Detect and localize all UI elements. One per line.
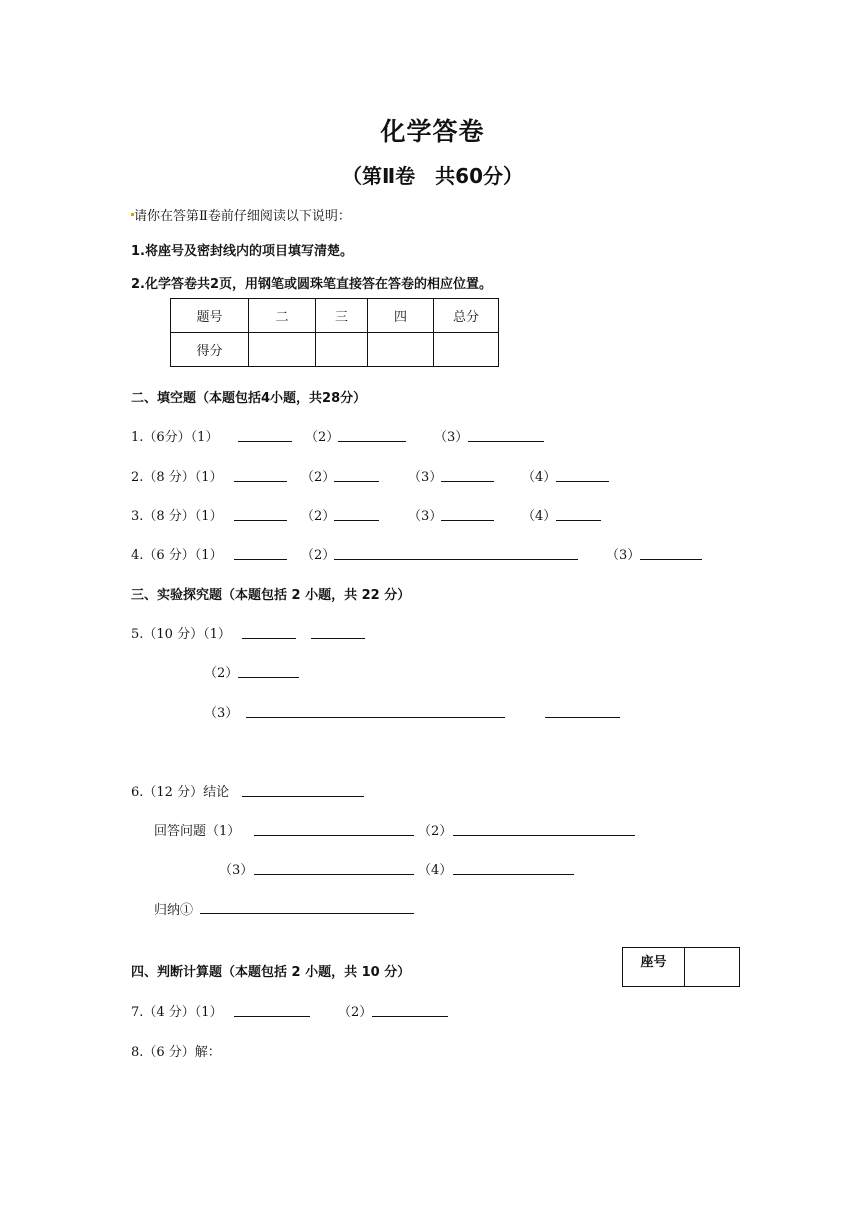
page-subtitle: （第Ⅱ卷 共60分） xyxy=(341,164,523,188)
q6-summary-label: 归纳① xyxy=(154,903,194,918)
seat-number-field[interactable] xyxy=(685,948,741,986)
q6-conclusion-blank[interactable] xyxy=(242,796,364,797)
instruction-item-2: 2.化学答卷共2页，用钢笔或圆珠笔直接答在答卷的相应位置。 xyxy=(131,277,493,292)
q5-blank-3a[interactable] xyxy=(246,717,505,718)
q8-lead: 8.（6 分）解： xyxy=(131,1045,221,1060)
q6-answer-label: 回答问题（1） xyxy=(154,824,241,839)
score-table xyxy=(170,298,499,367)
q6-part2-label: （2） xyxy=(418,824,453,839)
q4-blank-2[interactable] xyxy=(334,559,578,560)
score-cell[interactable] xyxy=(316,333,368,367)
q3-part4-label: （4） xyxy=(522,509,557,524)
q3-part3-label: （3） xyxy=(408,509,443,524)
score-cell[interactable] xyxy=(368,333,434,367)
q3-blank-1[interactable] xyxy=(234,520,287,521)
q1-blank-2[interactable] xyxy=(338,441,406,442)
q2-blank-3[interactable] xyxy=(441,481,494,482)
q6-blank-3[interactable] xyxy=(254,874,414,875)
score-table-header: 四 xyxy=(368,299,434,333)
q3-blank-2[interactable] xyxy=(334,520,379,521)
q5-part2-label: （2） xyxy=(204,666,239,681)
section4-heading: 四、判断计算题（本题包括 2 小题，共 10 分） xyxy=(131,965,411,980)
q6-lead: 6.（12 分）结论 xyxy=(131,785,230,800)
q5-lead: 5.（10 分）（1） xyxy=(131,627,231,642)
q1-blank-3[interactable] xyxy=(468,441,544,442)
score-cell[interactable] xyxy=(249,333,316,367)
q1-blank-1[interactable] xyxy=(238,441,292,442)
q6-part4-label: （4） xyxy=(418,863,453,878)
q3-blank-3[interactable] xyxy=(441,520,494,521)
q5-blank-3b[interactable] xyxy=(545,717,620,718)
score-table-header: 三 xyxy=(316,299,368,333)
q5-blank-2[interactable] xyxy=(238,677,299,678)
q7-blank-2[interactable] xyxy=(372,1016,448,1017)
q4-blank-3[interactable] xyxy=(640,559,702,560)
q6-blank-4[interactable] xyxy=(453,874,574,875)
instructions-intro: 请你在答第Ⅱ卷前仔细阅读以下说明： xyxy=(134,209,351,224)
q6-part3-label: （3） xyxy=(219,863,254,878)
q3-part2-label: （2） xyxy=(301,509,336,524)
score-row-label: 得分 xyxy=(171,333,249,367)
score-table-row xyxy=(171,333,499,367)
score-table-header: 总分 xyxy=(434,299,499,333)
q2-blank-1[interactable] xyxy=(234,481,287,482)
score-table-header: 题号 xyxy=(171,299,249,333)
q7-part2-label: （2） xyxy=(338,1005,373,1020)
q7-blank-1[interactable] xyxy=(234,1016,310,1017)
instruction-item-1: 1.将座号及密封线内的项目填写清楚。 xyxy=(131,244,353,259)
q4-part2-label: （2） xyxy=(301,548,336,563)
q2-part2-label: （2） xyxy=(301,470,336,485)
q1-part2-label: （2） xyxy=(305,430,340,445)
q6-blank-1[interactable] xyxy=(254,835,414,836)
q2-blank-2[interactable] xyxy=(334,481,379,482)
section3-heading: 三、实验探究题（本题包括 2 小题，共 22 分） xyxy=(131,588,411,603)
q1-part3-label: （3） xyxy=(434,430,469,445)
seat-number-box xyxy=(622,947,740,987)
q4-blank-1[interactable] xyxy=(234,559,287,560)
q2-blank-4[interactable] xyxy=(556,481,609,482)
score-table-header-row xyxy=(171,299,499,333)
page-title: 化学答卷 xyxy=(380,117,485,146)
q3-lead: 3.（8 分）（1） xyxy=(131,509,223,524)
q4-lead: 4.（6 分）（1） xyxy=(131,548,223,563)
score-table-header: 二 xyxy=(249,299,316,333)
q4-part3-label: （3） xyxy=(606,548,641,563)
q5-part3-label: （3） xyxy=(204,706,239,721)
q6-blank-2[interactable] xyxy=(453,835,635,836)
section2-heading: 二、填空题（本题包括4小题，共28分） xyxy=(131,391,367,406)
q2-part4-label: （4） xyxy=(522,470,557,485)
q6-summary-blank[interactable] xyxy=(200,913,414,914)
q5-blank-1b[interactable] xyxy=(311,638,365,639)
q2-part3-label: （3） xyxy=(408,470,443,485)
q1-lead: 1.（6分）（1） xyxy=(131,430,219,445)
q5-blank-1a[interactable] xyxy=(242,638,296,639)
score-cell[interactable] xyxy=(434,333,499,367)
q3-blank-4[interactable] xyxy=(556,520,601,521)
q2-lead: 2.（8 分）（1） xyxy=(131,470,223,485)
q7-lead: 7.（4 分）（1） xyxy=(131,1005,223,1020)
seat-number-label: 座号 xyxy=(623,948,685,986)
